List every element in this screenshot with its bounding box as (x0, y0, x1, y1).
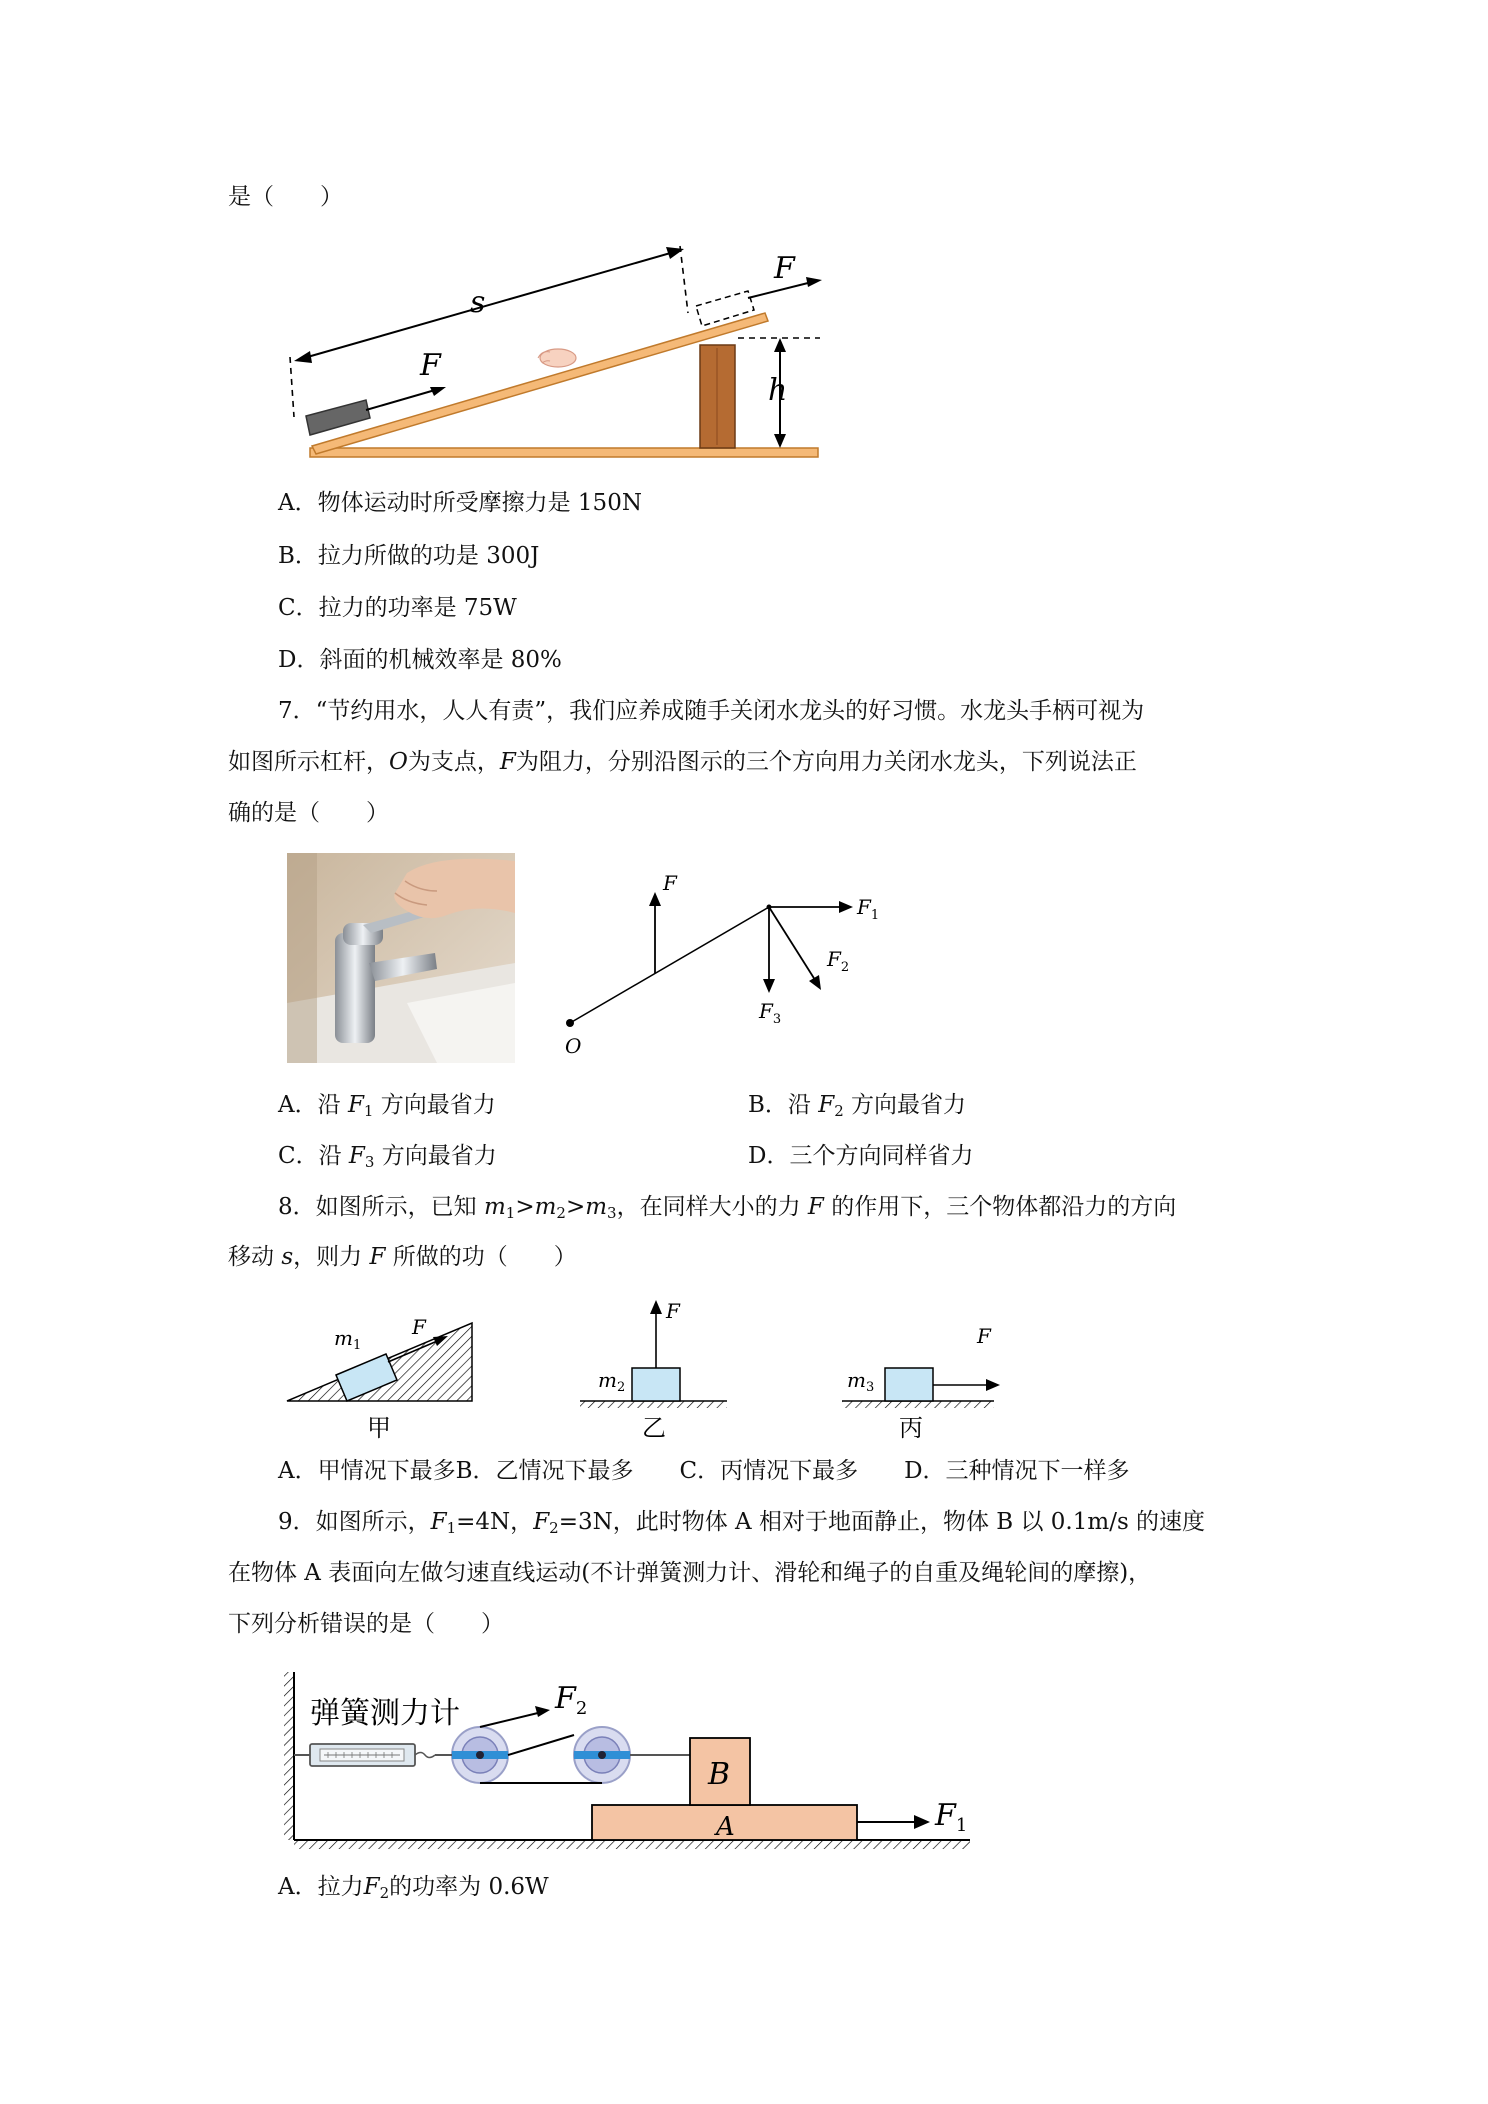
label-bing: 丙 (899, 1414, 923, 1442)
pulley-right (574, 1727, 630, 1783)
label-spring-scale: 弹簧测力计 (310, 1696, 460, 1731)
svg-text:F: F (977, 1324, 991, 1348)
case-jia (287, 1315, 472, 1442)
q7-option-d[interactable]: D．三个方向同样省力 (748, 1143, 974, 1169)
svg-text:F: F (666, 1299, 680, 1323)
label-F1: $F_1$ (935, 1798, 968, 1836)
label-F-top: F (774, 251, 795, 286)
q7-option-c[interactable]: C．沿 $F_3$ 方向最省力 (278, 1143, 497, 1171)
box (306, 400, 370, 435)
spring-scale-icon (294, 1744, 435, 1766)
q7-lever-diagram (555, 860, 900, 1065)
q7-line2: 如图所示杠杆，O为支点，F为阻力，分别沿图示的三个方向用力关闭水龙头，下列说法正 (228, 749, 1137, 775)
label-F2: $F_2$ (555, 1681, 588, 1719)
faucet-photo (287, 853, 515, 1063)
q6-option-d[interactable]: D．斜面的机械效率是 80% (278, 647, 562, 673)
label-F: F (663, 871, 677, 895)
label-A: A (716, 1812, 735, 1842)
q7-line1: 7．“节约用水，人人有责”，我们应养成随手关闭水龙头的好习惯。水龙头手柄可视为 (278, 698, 1145, 724)
q9-line2: 在物体 A 表面向左做匀速直线运动(不计弹簧测力计、滑轮和绳子的自重及绳轮间的摩擦)， (228, 1560, 1152, 1586)
label-F3: $F_3$ (759, 999, 782, 1027)
label-s: s (470, 285, 486, 320)
q6-option-a[interactable]: A．物体运动时所受摩擦力是 150N (278, 490, 642, 516)
label-F2: $F_2$ (827, 947, 850, 975)
q7-option-a[interactable]: A．沿 $F_1$ 方向最省力 (278, 1092, 496, 1120)
q9-line3: 下列分析错误的是（ ） (228, 1611, 504, 1637)
label-h: h (768, 373, 788, 408)
label-B: B (708, 1757, 731, 1792)
q6-incline-figure (280, 230, 840, 470)
ground-plank (310, 448, 818, 457)
q7-line3: 确的是（ ） (228, 800, 389, 826)
q8-line2: 移动 s，则力 F 所做的功（ ） (228, 1244, 577, 1270)
hand-icon (538, 349, 576, 367)
svg-text:m2: $m_2$ (598, 1368, 626, 1395)
q9-pulley-figure (280, 1660, 980, 1860)
label-F1: $F_1$ (857, 895, 880, 923)
q8-options[interactable]: A．甲情况下最多B．乙情况下最多 C．丙情况下最多 D．三种情况下一样多 (278, 1458, 1130, 1484)
case-yi (580, 1299, 727, 1442)
q9-option-a[interactable]: A．拉力$F_2$的功率为 0.6W (278, 1874, 549, 1902)
svg-text:m3: $m_3$ (847, 1368, 875, 1395)
case-bing (842, 1324, 1000, 1442)
svg-text:m1: $m_1$ (334, 1326, 362, 1353)
q8-three-cases-figure (282, 1288, 1022, 1448)
q7-option-b[interactable]: B．沿 $F_2$ 方向最省力 (748, 1092, 967, 1120)
label-yi: 乙 (642, 1414, 666, 1442)
q6-stem-tail: 是（ ） (228, 184, 343, 210)
q6-option-b[interactable]: B．拉力所做的功是 300J (278, 543, 540, 569)
label-O: O (565, 1034, 582, 1058)
svg-text:F: F (412, 1315, 426, 1339)
label-jia: 甲 (367, 1414, 391, 1442)
q8-line1: 8．如图所示，已知 $m_1>m_2>m_3$，在同样大小的力 F 的作用下，三个物体都沿力的方向 (278, 1194, 1177, 1222)
q6-option-c[interactable]: C．拉力的功率是 75W (278, 595, 517, 621)
pulley-left (452, 1727, 508, 1783)
label-F-incline: F (420, 348, 441, 383)
q9-line1: 9．如图所示，$F_1=4N$，$F_2=3N$，此时物体 A 相对于地面静止，物体 B 以 0.1m/s 的速度 (278, 1509, 1206, 1537)
